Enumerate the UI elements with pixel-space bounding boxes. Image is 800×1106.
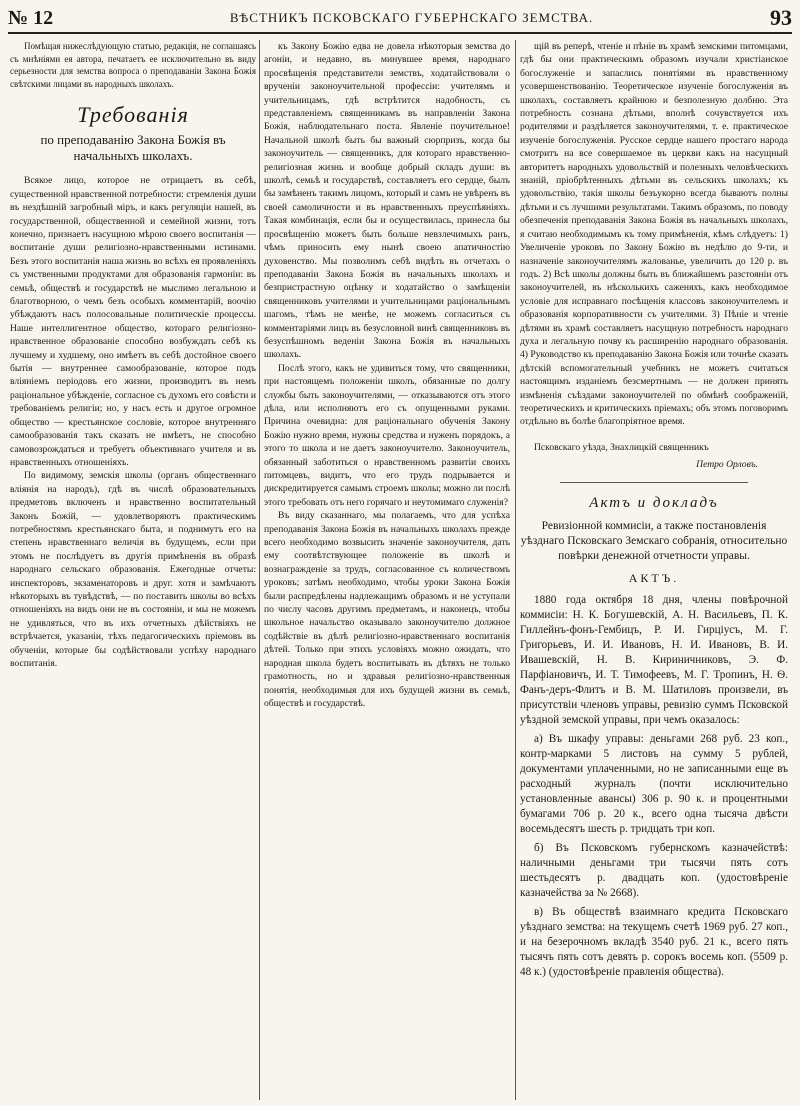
column-2 (264, 40, 510, 1100)
akt-paragraph: 1880 года октября 18 дня, члены повѣрочной коммисіи: Н. К. Богушевскій, А. Н. Васильевъ, П. К. Гиллейнъ-фонъ-Гембицъ, Р. И. Гирціусъ, М. Г. Григорьевъ, И. И. Ивановъ, Н. И. Ивановъ, В. И. Ивашевскій, Н. В. Кириничниковъ, Э. Ф. Парфіановичъ, И. Т. Тимофеевъ, М. Г. Тропинъ, Н. Ѳ. Фанъ-деръ-Флитъ и В. М. Шатиловъ произвели, въ присутствіи членовъ управы, ревизію суммъ Псковской уѣздной земской управы, при чемъ оказалось: (520, 594, 788, 726)
act-subheading: Ревизіонной коммисіи, а также постановленія уѣзднаго Псковскаго Земскаго собранія, относительно повѣрки денежной отчетности управы. (520, 519, 788, 562)
paragraph: Послѣ этого, какъ не удивиться тому, что священники, при настоящемъ положеніи школъ, обязанные по долгу службы быть законоучителями, — отказываются отъ этого дѣла, или исполняютъ его съ опущенными руками. Причина очевидна: для раціональнаго обученія Закону Божію нужно время, нужны средства и нуженъ порядокъ, а этого то школа и не даетъ законоучителю. Законоучитель, обязанный заботиться о нравственномъ развитіи своихъ питомцевъ, видитъ, что его трудъ подрывается и дискредитируется самымъ строемъ школы; можно ли послѣ этого требовать отъ него горячаго и неутомимаго служенія? (264, 362, 510, 508)
editorial-note: Помѣщая нижеслѣдующую статью, редакція, не соглашаясь съ мнѣніями ея автора, печатаетъ ее исключительно въ виду серьезности для земства вопроса о преподаваніи Закона Божія свѣтскими лицами въ народныхъ школахъ. (10, 41, 256, 89)
column-3 (520, 40, 788, 1100)
paragraph: По видимому, земскія школы (органъ общественнаго вліянія на народъ), гдѣ въ числѣ образовательныхъ предметовъ включенъ и нравственно воспитательный Законъ Божій, — удовлетворяютъ практическимъ потребностямъ крестьянскаго быта, и поднимутъ его на степень нравственнаго величія въ будущемъ, если при этомъ не послѣдуетъ въ другія примѣненія въ образѣ народнаго сельскаго образованія. Ежегодные отчеты: инспекторовъ, экзаменаторовъ и друг. хотя и замѣчаютъ нѣкоторыхъ въ тувѣдствѣ, — по поставить школы во всѣхъ отношеніяхъ на видъ они не въ состояніи, и мы не можемъ не удивляться, что въ ихъ отчетныхъ дѣйствіяхъ не встрѣчается, указаніи, тѣхъ педагогическихъ пріемовъ въ обученіи, которые бы содѣйствовали успѣху народнаго воспитанія. (10, 470, 256, 669)
paragraph: Въ виду сказаннаго, мы полагаемъ, что для успѣха преподаванія Закона Божія въ начальныхъ школахъ прежде всего необходимо возвысить значеніе законоучителя, дать ему соотвѣтствующее положеніе въ школѣ и вознагражденіе за трудъ, согласованное съ количествомъ уроковъ; затѣмъ необходимо, чтобы уроки Закона Божія были распредѣлены надлежащимъ образомъ и не уступали по числу часовъ другимъ предметамъ, и наконецъ, чтобы школьное начальство оказывало законоучителю должное содѣйствіе въ дѣлѣ религіозно-нравственнаго воспитанія дѣтей. Только при этихъ условіяхъ можно ожидать, что народная школа будетъ воспитывать въ дѣтяхъ не только грамотность, но и здравыя религіозно-нравственныя понятія, необходимыя для ихъ будущей жизни въ семьѣ, обществѣ и государствѣ. (264, 510, 510, 709)
paragraph: къ Закону Божію едва не довела нѣкоторыя земства до агоніи, и недавно, въ минувшее время, народнаго просвѣщенія представители земствъ, ходатайствовали о врученіи законоучительной профессіи: учителямъ и учительницамъ, гдѣ встрѣтится надобность, съ представленіемъ священникамъ въ направленіи Закона Божія, наблюдательнаго поста. Явленіе поучительное! Начальной школѣ быть бы важный сюрпризъ, когда бы законоучитель — священникъ, для котораго нравственно-религіозная жизнь и вообще добрый складъ души: въ школѣ, семьѣ и государствѣ, составляетъ его сердце, былъ бы замѣненъ такимъ лицомъ, который и самъ не увѣренъ въ своей самоличности и въ нравственныхъ преуспѣяніяхъ. Такая комбинація, если бы и осуществилась, принесла бы просвѣщенію можетъ быть больше невзлечимыхъ ранъ, чѣмъ приносить ему нынѣ своею апатичностію духовенство. Мы позволимъ себѣ видѣть въ отчетахъ о преподаваніи Закона Божія въ начальныхъ школахъ и безпристрастную оцѣнку и ходатайство о замѣщеніи священниковъ учителями и учительницами раціональнымъ шагомъ, тѣмъ не менѣе, не можемъ согласиться съ комментаріями лицъ въ безусловной винѣ священниковъ въ безуспѣшномъ веденіи Закона Божія въ начальныхъ школахъ. (264, 41, 510, 361)
page-header (8, 4, 792, 34)
journal-title: ВѢСТНИКЪ ПСКОВСКАГО ГУБЕРНСКАГО ЗЕМСТВА. (229, 10, 594, 25)
akt-title: АКТЪ. (628, 570, 680, 585)
section-divider (560, 482, 748, 483)
article-subheading: по преподаванію Закона Божія въ начальныхъ школахъ. (40, 132, 226, 164)
issue-number: № 12 (8, 6, 54, 29)
signature-location: Псковскаго уѣзда, Знахлицкій священникъ (534, 441, 709, 453)
akt-item: б) Въ Псковскомъ губернскомъ казначействѣ: наличными деньгами три тысячи пять сотъ шестьдесятъ р. двадцать коп. (удостовѣреніе казначейства за № 2668). (520, 842, 788, 899)
column-1 (10, 40, 256, 1100)
article-heading: Требованія (77, 102, 189, 128)
akt-item: в) Въ обществѣ взаимнаго кредита Псковскаго уѣзднаго земства: на текущемъ счетѣ 1969 руб. 27 коп., и на безерочномъ вкладѣ 3540 руб. 21 к., всего пять тысячъ пять сотъ девять р. сорокъ восемь коп. (5509 р. 48 к.) (удостовѣреніе правленія общества). (520, 906, 788, 978)
signature-name: Петро Орловъ. (696, 459, 758, 471)
akt-item: а) Въ шкафу управы: деньгами 268 руб. 23 коп., контр-марками 5 листовъ на сумму 5 рублей, документами уплаченными, но не записанными еще въ расходный журналъ (почти исключительно установленные авансы) 306 р. 90 к. и процентными бумагами 706 р. 20 к., всего одна тысяча двѣсти восемьдесятъ шесть р. тридцать три коп. (520, 733, 788, 835)
act-heading: Актъ и докладъ (589, 494, 719, 511)
column-divider (259, 40, 260, 1100)
paragraph: щій въ реперѣ, чтеніе и пѣніе въ храмѣ земскими питомцами, гдѣ бы они практическимъ образомъ изучали христіанское богослуженіе и запаслись понятіями въ нравственному усовершенствованію. Теоретическое изученіе богослуженія въ школахъ, составляетъ крайнюю и безполезную долбню. Эта потребность сознана дѣтьми, вполнѣ сочувствуется ихъ родителями и раздѣляется законоучителями, т. е. практическое изученіе богослуженія. Русское сердце нашего простаго народа смотритъ на все совершаемое въ церкви какъ на насущный авторитетъ народныхъ удовольствій и полезныхъ человѣческихъ знаній, пріобрѣтенныхъ дѣтьми въ сельскихъ школахъ; къ удовольствію, такія школы безъукорно всегда бываютъ полны дѣтьми и съ лучшими результатами. Такимъ образомъ, по поводу обезпеченія преподаванія Закона Божія въ начальныхъ школахъ, я считаю необходимымъ къ тому примѣненія, кѣмъ слѣдуетъ: 1) Увеличеніе уроковъ по Закону Божію въ недѣлю до 9-ти, и назначеніе законоучителямъ жалованье, увеличить до 120 р. въ годъ. 2) Всѣ школы должны быть въ ближайшемъ разстояніи отъ законоучителей, въ нѣсколькихъ саженяхъ, какъ необходимое условіе для исправнаго посѣщенія классовъ законоучителемъ и образованія корпоративности съ учителями. 3) Пѣніе и чтеніе дѣтями въ храмѣ составляетъ насущную потребность народнаго духа и легальную почву къ расширенію народнаго образованія. 4) Руководство къ преподаванію Закона Божія или точнѣе сказать дѣтскій вспомогательный учебникъ не можетъ считаться настоящимъ изданіемъ безсмертнымъ — не должен принять измѣненія съѣздами законоучителей по обмѣнѣ соображеній, теоретическихъ и критическихъ пріемахъ; объ этомъ поговоримъ отдѣльно въ болѣе благопріятное время. (520, 41, 788, 428)
column-divider (515, 40, 516, 1100)
paragraph: Всякое лицо, которое не отрицаетъ въ себѣ, существенной нравственной потребности: стремленія души въ нездѣшній загробный міръ, и какъ регуляціи нашей, въ государственной, общественной и семейной жизни, тотъ конечно, признаетъ насущною мѣрою своего воспитанія — воспитаніе души религіозно-нравственными истинами. Безъ этого воспитанія наша жизнь во всѣхъ ея проявленіяхъ съ умственными продуктами для образованія гармоніи: въ семьѣ, обществѣ и государствѣ не мыслимо легальною и благотворною, о чемъ безъ особыхъ комментарій, воочію убѣждаютъ насъ полосовальные политическіе процессы. Наше интеллигентное общество, котораго религіозно-нравственное образованіе способно возбуждать себѣ къ лучшему и худшему, оно имѣетъ въ себѣ достойное своего бытія — внутреннее самообразованіе, которое подъ вліяніемъ періодовъ его жизни, производитъ въ немъ раціональное убѣжденіе, согласное съ духомъ его совѣсти и требованіемъ религіи; но, у насъ есть и другое огромное общество — крестьянское сословіе, которое внутренняго самообразованія такъ сказать не имѣетъ, не способно самовозрождаться и требуетъ объективнаго учителя и въ нравственныхъ отношеніяхъ. (10, 175, 256, 468)
page-number: 93 (770, 5, 792, 30)
